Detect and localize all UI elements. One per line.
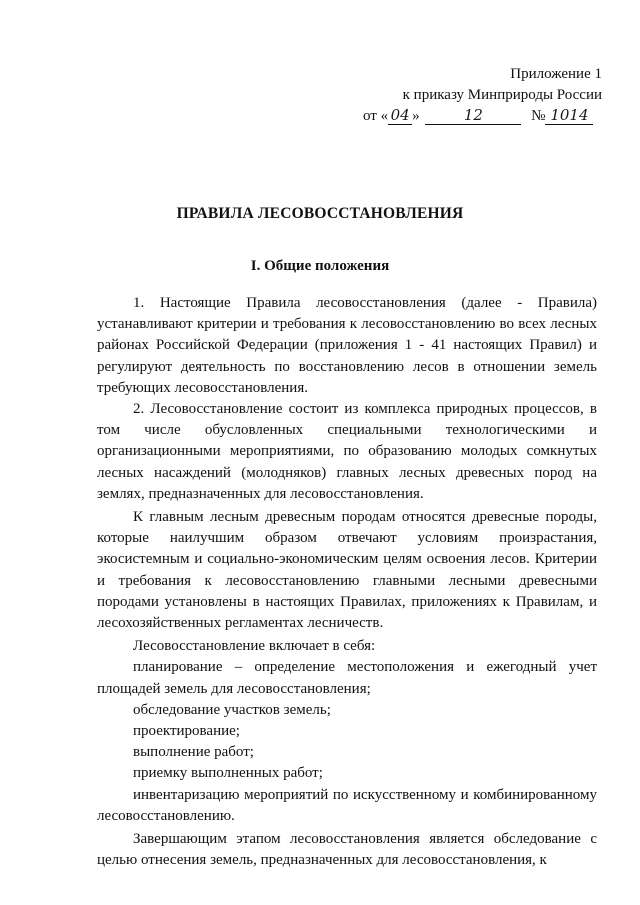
appendix-label: Приложение 1 — [510, 66, 602, 82]
document-body — [97, 293, 597, 871]
list-item: проектирование; — [133, 723, 240, 740]
list-item: планирование – определение местоположения и ежегодный учет площадей земель для лесовосстановления; — [97, 659, 597, 697]
order-number: 1014 — [545, 107, 593, 125]
date-month: 12 — [425, 107, 521, 125]
order-reference: к приказу Минприроды России — [402, 87, 602, 103]
list-item: приемку выполненных работ; — [133, 765, 323, 782]
paragraph-2: 2. Лесовосстановление состоит из комплекса природных процессов, в том числе обусловленных специальными технологическими и организационными мероприятиями, по образованию молодых сомкнутых лесных насаждений (молодняков) главных лесных древесных пород на землях, предназначенных для лесовосстановления. — [97, 401, 597, 502]
paragraph-1: 1. Настоящие Правила лесовосстановления (далее - Правила) устанавливают критерии и требования к лесовосстановлению во всех лесных районах Российской Федерации (приложения 1 - 41 настоящих Правил) и регулируют деятельность по восстановлению лесов в отношении земель требующих лесовосстановления. — [97, 295, 597, 396]
list-item: инвентаризацию мероприятий по искусственному и комбинированному лесовосстановлению. — [97, 786, 597, 824]
paragraph-4: Лесовосстановление включает в себя: — [133, 638, 376, 655]
paragraph-final: Завершающим этапом лесовосстановления является обследование с целью отнесения земель, предназначенных для лесовосстановления, к — [97, 831, 597, 869]
order-date-number — [363, 106, 613, 126]
date-day: 04 — [388, 107, 412, 125]
list-item: обследование участков земель; — [133, 701, 331, 718]
date-quote-close: » — [412, 108, 420, 124]
list-item: выполнение работ; — [133, 744, 254, 761]
section-title: I. Общие положения — [250, 258, 390, 274]
date-prefix: от « — [363, 108, 389, 124]
document-title: ПРАВИЛА ЛЕСОВОССТАНОВЛЕНИЯ — [176, 205, 464, 222]
paragraph-3: К главным лесным древесным породам относятся древесные породы, которые наилучшим образом отвечают условиям произрастания, экосистемным и социально-экономическим целям освоения лесов. Критерии и требования к лесовосстановлению главными лесными древесными породами установлены в настоящих Правилах, приложениях к Правилам, и лесохозяйственных регламентах лесничеств. — [97, 509, 597, 632]
number-label: № — [531, 108, 546, 124]
